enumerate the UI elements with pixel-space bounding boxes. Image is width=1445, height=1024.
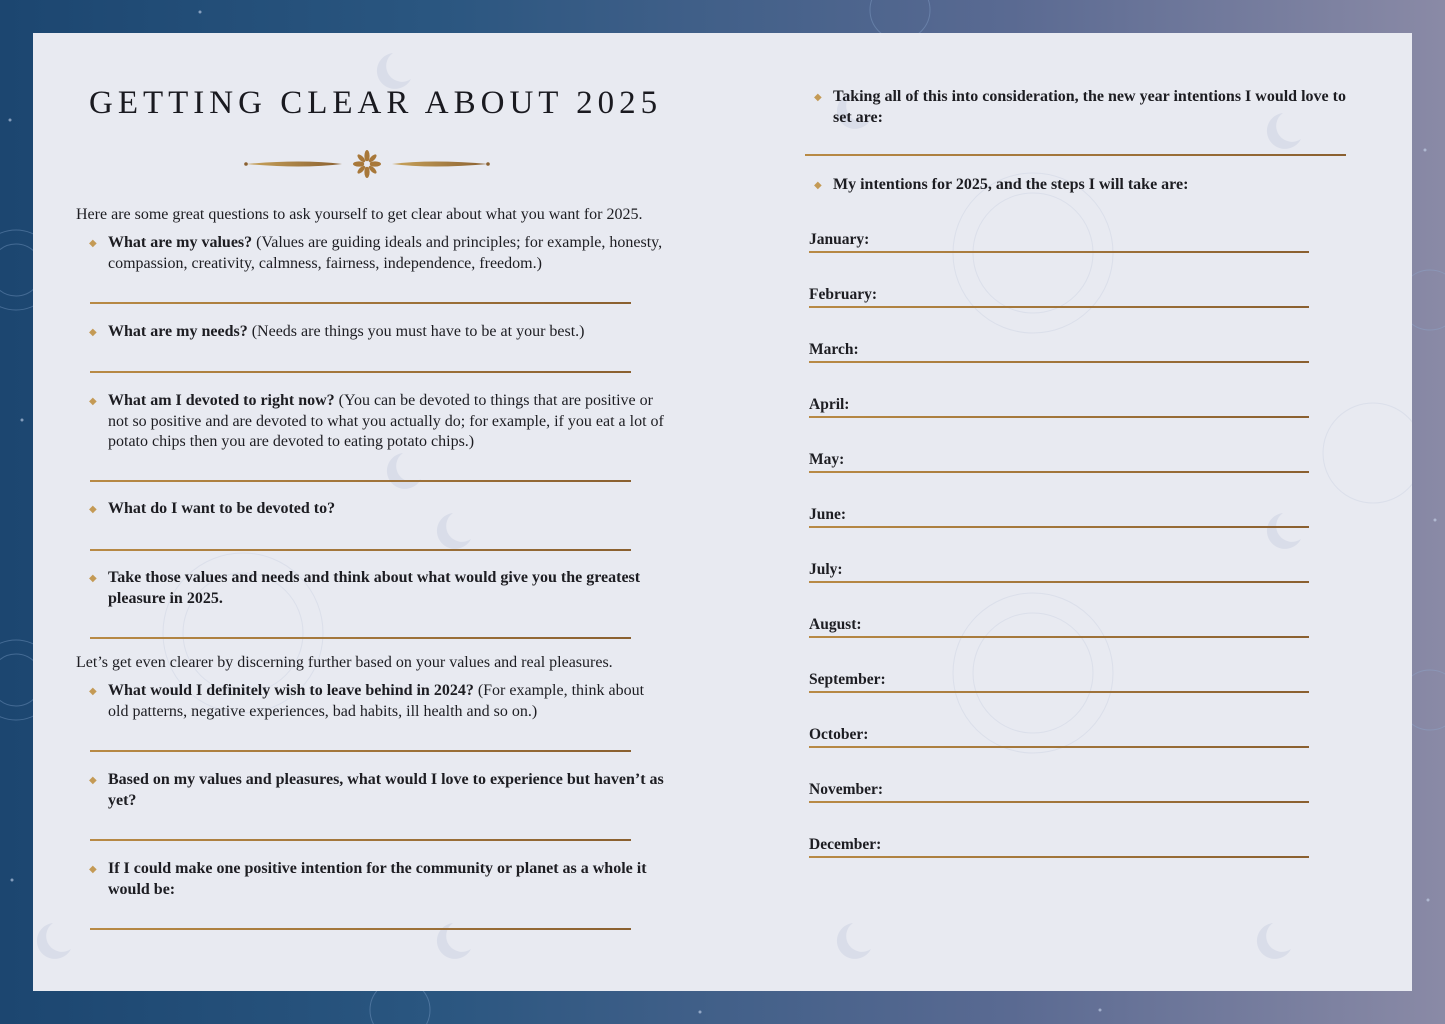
question-bold: What am I devoted to right now? (108, 392, 335, 409)
answer-line[interactable] (90, 480, 631, 482)
month-label-august: August: (809, 616, 862, 633)
diamond-bullet-icon: ◆ (89, 775, 97, 786)
answer-line[interactable] (90, 637, 631, 639)
page-title: GETTING CLEAR ABOUT 2025 (89, 85, 663, 121)
month-line-december[interactable] (809, 856, 1309, 858)
diamond-bullet-icon: ◆ (89, 238, 97, 249)
question-experience (76, 770, 666, 811)
month-line-july[interactable] (809, 581, 1309, 583)
diamond-bullet-icon: ◆ (89, 573, 97, 584)
month-label-january: January: (809, 231, 870, 248)
month-line-june[interactable] (809, 526, 1309, 528)
question-bold: What would I definitely wish to leave behind in 2024? (108, 682, 474, 699)
question-devoted-now (76, 391, 666, 453)
question-bold: My intentions for 2025, and the steps I will take are: (833, 176, 1189, 193)
diamond-bullet-icon: ◆ (89, 327, 97, 338)
diamond-bullet-icon: ◆ (89, 864, 97, 875)
month-line-october[interactable] (809, 746, 1309, 748)
answer-line[interactable] (90, 302, 631, 304)
intro-text: Here are some great questions to ask yourself to get clear about what you want for 2025. (76, 206, 643, 223)
question-bold: What do I want to be devoted to? (108, 500, 336, 517)
month-label-october: October: (809, 726, 869, 743)
question-greatest-pleasure (76, 568, 666, 609)
intro-text-2: Let’s get even clearer by discerning further based on your values and real pleasures. (76, 654, 613, 671)
question-bold: What are my values? (108, 234, 253, 251)
month-label-november: November: (809, 781, 884, 798)
diamond-bullet-icon: ◆ (89, 504, 97, 515)
question-new-year-intentions (801, 87, 1351, 128)
question-text: (For example, think about old patterns, negative experiences, bad habits, ill health and so on.) (108, 682, 645, 720)
month-label-april: April: (809, 396, 850, 413)
gold-flourish-icon (242, 147, 492, 181)
question-community (76, 859, 666, 900)
month-line-january[interactable] (809, 251, 1309, 253)
question-monthly-steps (801, 175, 1351, 196)
answer-line[interactable] (90, 839, 631, 841)
diamond-bullet-icon: ◆ (89, 396, 97, 407)
question-bold: Based on my values and pleasures, what would I love to experience but haven’t as yet? (108, 771, 664, 809)
left-column (76, 33, 676, 991)
journal-page (33, 33, 1412, 991)
question-bold: Taking all of this into consideration, the new year intentions I would love to set are: (833, 88, 1346, 126)
question-text: (You can be devoted to things that are positive or not so positive and are devoted to what you actually do; for example, if you eat a lot of potato chips then you are devoted to eating potato chips.) (108, 392, 664, 450)
question-text: (Values are guiding ideals and principles; for example, honesty, compassion, creativity, calmness, fairness, independence, freedom.) (108, 234, 663, 272)
month-line-september[interactable] (809, 691, 1309, 693)
question-bold: What are my needs? (108, 323, 248, 340)
question-values (76, 233, 666, 274)
month-label-may: May: (809, 451, 845, 468)
month-line-april[interactable] (809, 416, 1309, 418)
month-label-february: February: (809, 286, 878, 303)
diamond-bullet-icon: ◆ (89, 686, 97, 697)
month-line-march[interactable] (809, 361, 1309, 363)
diamond-bullet-icon: ◆ (814, 180, 822, 191)
month-line-february[interactable] (809, 306, 1309, 308)
answer-line[interactable] (90, 928, 631, 930)
month-label-july: July: (809, 561, 843, 578)
question-bold: Take those values and needs and think about what would give you the greatest pleasure in 2025. (108, 569, 641, 607)
answer-line[interactable] (805, 154, 1346, 156)
answer-line[interactable] (90, 750, 631, 752)
month-line-august[interactable] (809, 636, 1309, 638)
answer-line[interactable] (90, 371, 631, 373)
question-needs (76, 322, 666, 343)
month-label-june: June: (809, 506, 847, 523)
diamond-bullet-icon: ◆ (814, 92, 822, 103)
question-want-devoted (76, 499, 666, 520)
question-text: (Needs are things you must have to be at your best.) (247, 323, 585, 340)
month-line-november[interactable] (809, 801, 1309, 803)
month-label-september: September: (809, 671, 886, 688)
answer-line[interactable] (90, 549, 631, 551)
month-label-december: December: (809, 836, 882, 853)
right-column (805, 33, 1365, 991)
month-line-may[interactable] (809, 471, 1309, 473)
question-bold: If I could make one positive intention for the community or planet as a whole it would be: (108, 860, 647, 898)
month-label-march: March: (809, 341, 859, 358)
question-leave-behind (76, 681, 666, 722)
